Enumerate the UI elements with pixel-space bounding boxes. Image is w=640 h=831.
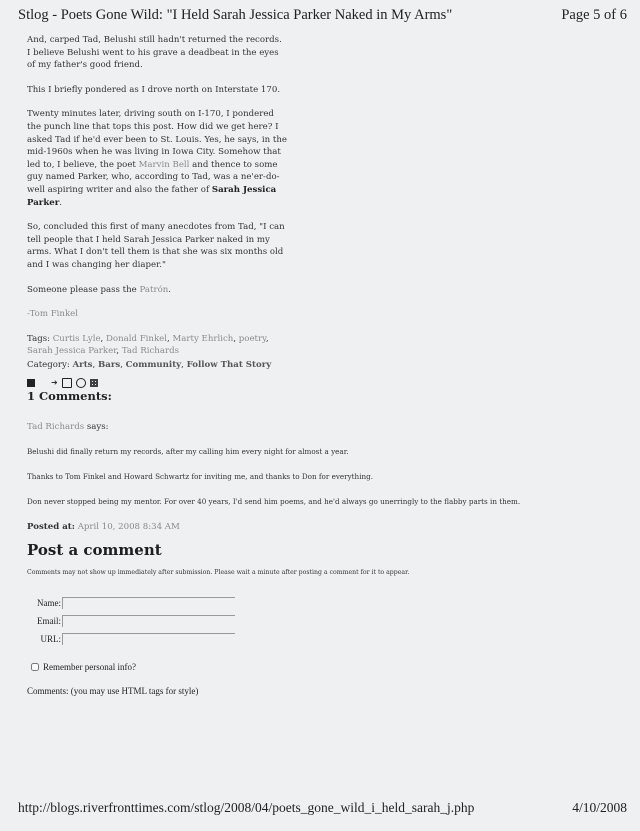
paragraph-2: This I briefly pondered as I drove north on Interstate 170. [27,84,281,95]
page-number: Page 5 of 6 [561,7,627,23]
comment-line: Don never stopped being my mentor. For over 40 years, I'd send him poems, and he'd always go unerringly to the flabby parts in them. [27,497,521,506]
footer-url: http://blogs.riverfronttimes.com/stlog/2008/04/poets_gone_wild_i_held_sarah_j.php [18,800,475,815]
category-link[interactable]: Bars [98,359,121,370]
permalink[interactable]: April 10, 2008 8:34 AM [77,522,180,532]
digg-arrow-icon[interactable]: ➜ [51,378,58,388]
article-body [27,34,287,389]
email-field[interactable] [62,615,235,627]
category-link[interactable]: Arts [72,359,93,370]
marvin-bell-link[interactable]: Marvin Bell [138,159,190,170]
comments-heading: 1 Comments: [27,389,112,403]
delicious-icon[interactable] [27,379,35,387]
post-comment-heading: Post a comment [27,541,162,559]
comment-line: Thanks to Tom Finkel and Howard Schwartz for inviting me, and thanks to Don for everything. [27,472,374,481]
comments-field-label: Comments: (you may use HTML tags for style) [27,686,199,696]
remember-row [31,662,136,672]
remember-checkbox[interactable] [31,663,39,671]
bookmark-icon[interactable] [62,378,72,388]
tag-link[interactable]: Tad Richards [121,346,179,357]
posted-at: Posted at: April 10, 2008 8:34 AM [27,522,180,532]
page-title: Stlog - Poets Gone Wild: "I Held Sarah Jessica Parker Naked in My Arms" [18,7,453,23]
paragraph-4: So, concluded this first of many anecdotes from Tad, "I can tell people that I held Sarah Jessica Parker naked in my arms. What I don't tell them is that she was six months old and I was changing her diaper." [27,222,285,270]
url-field[interactable] [62,633,235,645]
remember-label: Remember personal info? [43,662,136,672]
comment-notice: Comments may not show up immediately after submission. Please wait a minute after posting a comment for it to appear. [27,569,410,576]
signature: -Tom Finkel [27,309,79,320]
tag-link[interactable]: Curtis Lyle [52,333,101,344]
tag-link[interactable]: Sarah Jessica Parker [27,346,117,357]
category-link[interactable]: Follow That Story [186,359,272,370]
email-label: Email: [37,616,61,626]
footer-date: 4/10/2008 [572,800,627,815]
author-link[interactable]: Tad Richards [27,422,85,432]
category-link[interactable]: Community [125,359,182,370]
paragraph-3: Twenty minutes later, driving south on I-170, I pondered the punch line that tops this post. How did we get here? I asked Tad if he'd ever been to St. Louis. Yes, he says, in the mid-1960s when he was living in Iowa City. Somehow that led to, I believe, the poet Marvin Bell and thence to some guy named Parker, who, according to Tad, was a ne'er-do-well aspiring writer and also the father of Sarah Jessica Parker. [27,109,287,208]
circle-icon[interactable] [76,378,86,388]
comment-author: Tad Richards says: [27,422,109,432]
tag-link[interactable]: Donald Finkel [106,333,168,344]
name-field[interactable] [62,597,235,609]
sjp-bold: Sarah Jessica Parker [27,184,277,208]
url-label: URL: [40,634,61,644]
grid-icon[interactable] [90,379,98,387]
share-icons [27,377,287,389]
tags-line: Tags: Curtis Lyle, Donald Finkel, Marty Ehrlich, poetry, Sarah Jessica Parker, Tad Richards [27,333,269,357]
tag-link[interactable]: poetry [238,333,266,344]
paragraph-5: Someone please pass the Patrón. [27,284,172,295]
comment-line: Belushi did finally return my records, after my calling him every night for almost a year. [27,447,349,456]
tag-link[interactable]: Marty Ehrlich [172,333,234,344]
category-line: Category: Arts, Bars, Community, Follow That Story [27,359,272,370]
comment-form [31,594,235,648]
patron-link[interactable]: Patrón [139,284,169,295]
name-label: Name: [37,598,61,608]
comment [27,422,587,532]
paragraph-1: And, carped Tad, Belushi still hadn't returned the records. I believe Belushi went to his grave a deadbeat in the eyes of my father's good friend. [27,35,282,71]
